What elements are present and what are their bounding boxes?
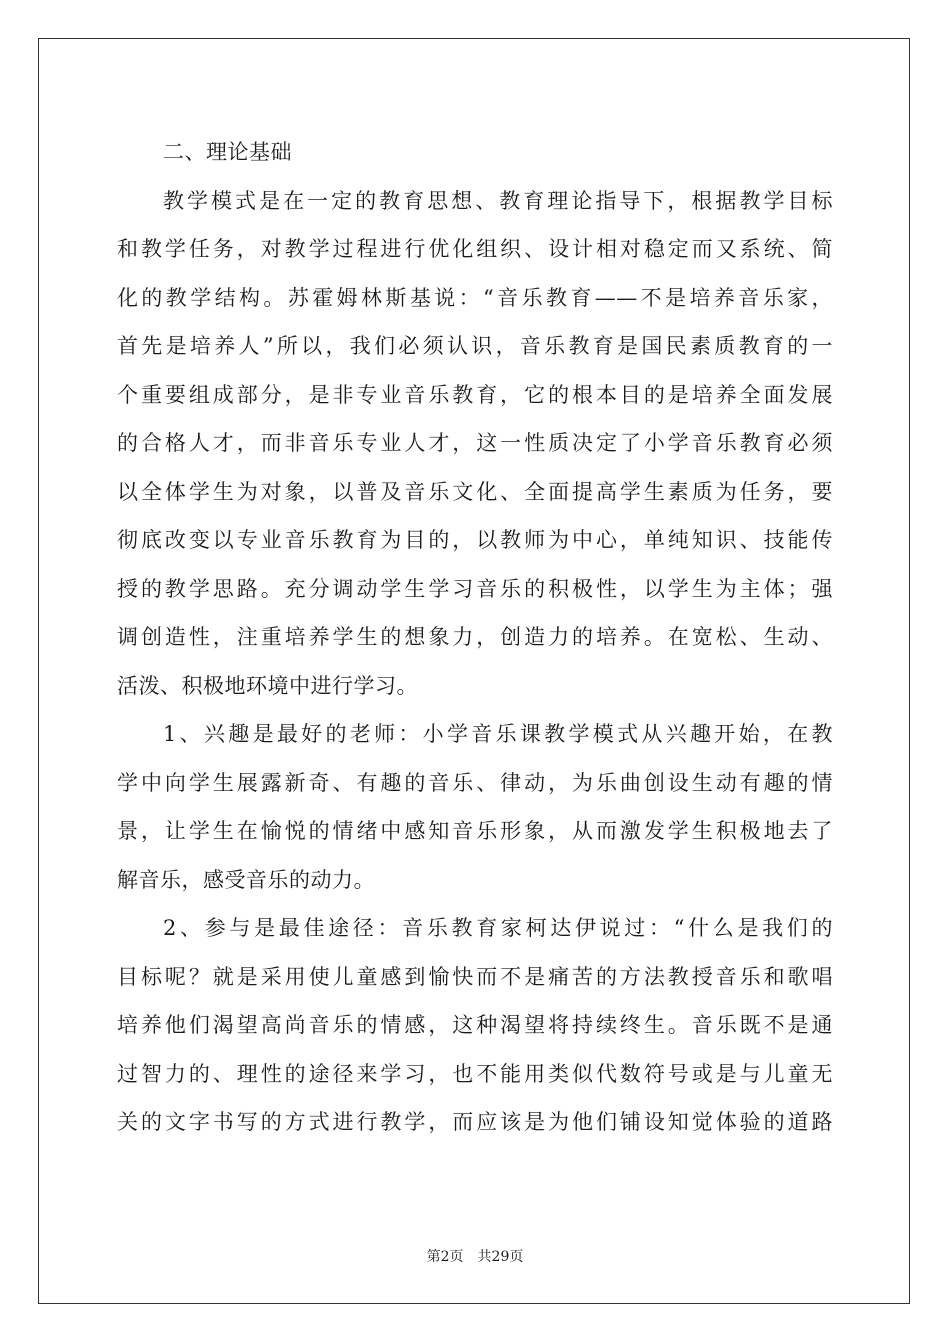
- paragraph-line: 过智力的、理性的途径来学习，也不能用类似代数符号或是与儿童无: [117, 1061, 833, 1086]
- paragraph-line: 调创造性，注重培养学生的想象力，创造力的培养。在宽松、生动、: [117, 625, 833, 649]
- paragraph-line: 个重要组成部分，是非专业音乐教育，它的根本目的是培养全面发展: [117, 382, 833, 407]
- page-footer: [0, 1246, 950, 1266]
- paragraph-line: 关的文字书写的方式进行教学，而应该是为他们铺设知觉体验的道路: [117, 1110, 833, 1134]
- paragraph-line: 以全体学生为对象，以普及音乐文化、全面提高学生素质为任务，要: [117, 479, 833, 504]
- paragraph-line: 授的教学思路。充分调动学生学习音乐的积极性，以学生为主体；强: [117, 576, 833, 601]
- document-body: [117, 128, 833, 1147]
- paragraph-line: 景，让学生在愉悦的情绪中感知音乐形象，从而激发学生积极地去了: [117, 819, 833, 843]
- paragraph-line: 教学模式是在一定的教育思想、教育理论指导下，根据教学目标: [163, 188, 833, 213]
- paragraph-line: 2、参与是最佳途径：音乐教育家柯达伊说过：“什么是我们的: [163, 916, 833, 940]
- paragraph-line: 活泼、积极地环境中进行学习。: [117, 673, 418, 698]
- paragraph-line: 目标呢？就是采用使儿童感到愉快而不是痛苦的方法教授音乐和歌唱: [117, 964, 833, 989]
- paragraph-line: 解音乐，感受音乐的动力。: [117, 867, 375, 892]
- total-pages: 共29页: [477, 1249, 524, 1265]
- current-page-number: 第2页: [426, 1249, 464, 1265]
- paragraph-line: 培养他们渴望高尚音乐的情感，这种渴望将持续终生。音乐既不是通: [117, 1013, 833, 1037]
- paragraph-line: 的合格人才，而非音乐专业人才，这一性质决定了小学音乐教育必须: [117, 431, 833, 455]
- paragraph-line: 和教学任务，对教学过程进行优化组织、设计相对稳定而又系统、简: [117, 237, 833, 261]
- paragraph-line: 1、兴趣是最好的老师：小学音乐课教学模式从兴趣开始，在教: [163, 722, 833, 746]
- paragraph-line: 学中向学生展露新奇、有趣的音乐、律动，为乐曲创设生动有趣的情: [117, 770, 833, 795]
- section-heading: 二、理论基础: [163, 140, 292, 164]
- paragraph-line: 彻底改变以专业音乐教育为目的，以教师为中心，单纯知识、技能传: [117, 528, 833, 552]
- paragraph-line: 化的教学结构。苏霍姆林斯基说：“音乐教育——不是培养音乐家，: [117, 285, 833, 310]
- paragraph-line: 首先是培养人”所以，我们必须认识，音乐教育是国民素质教育的一: [117, 334, 833, 358]
